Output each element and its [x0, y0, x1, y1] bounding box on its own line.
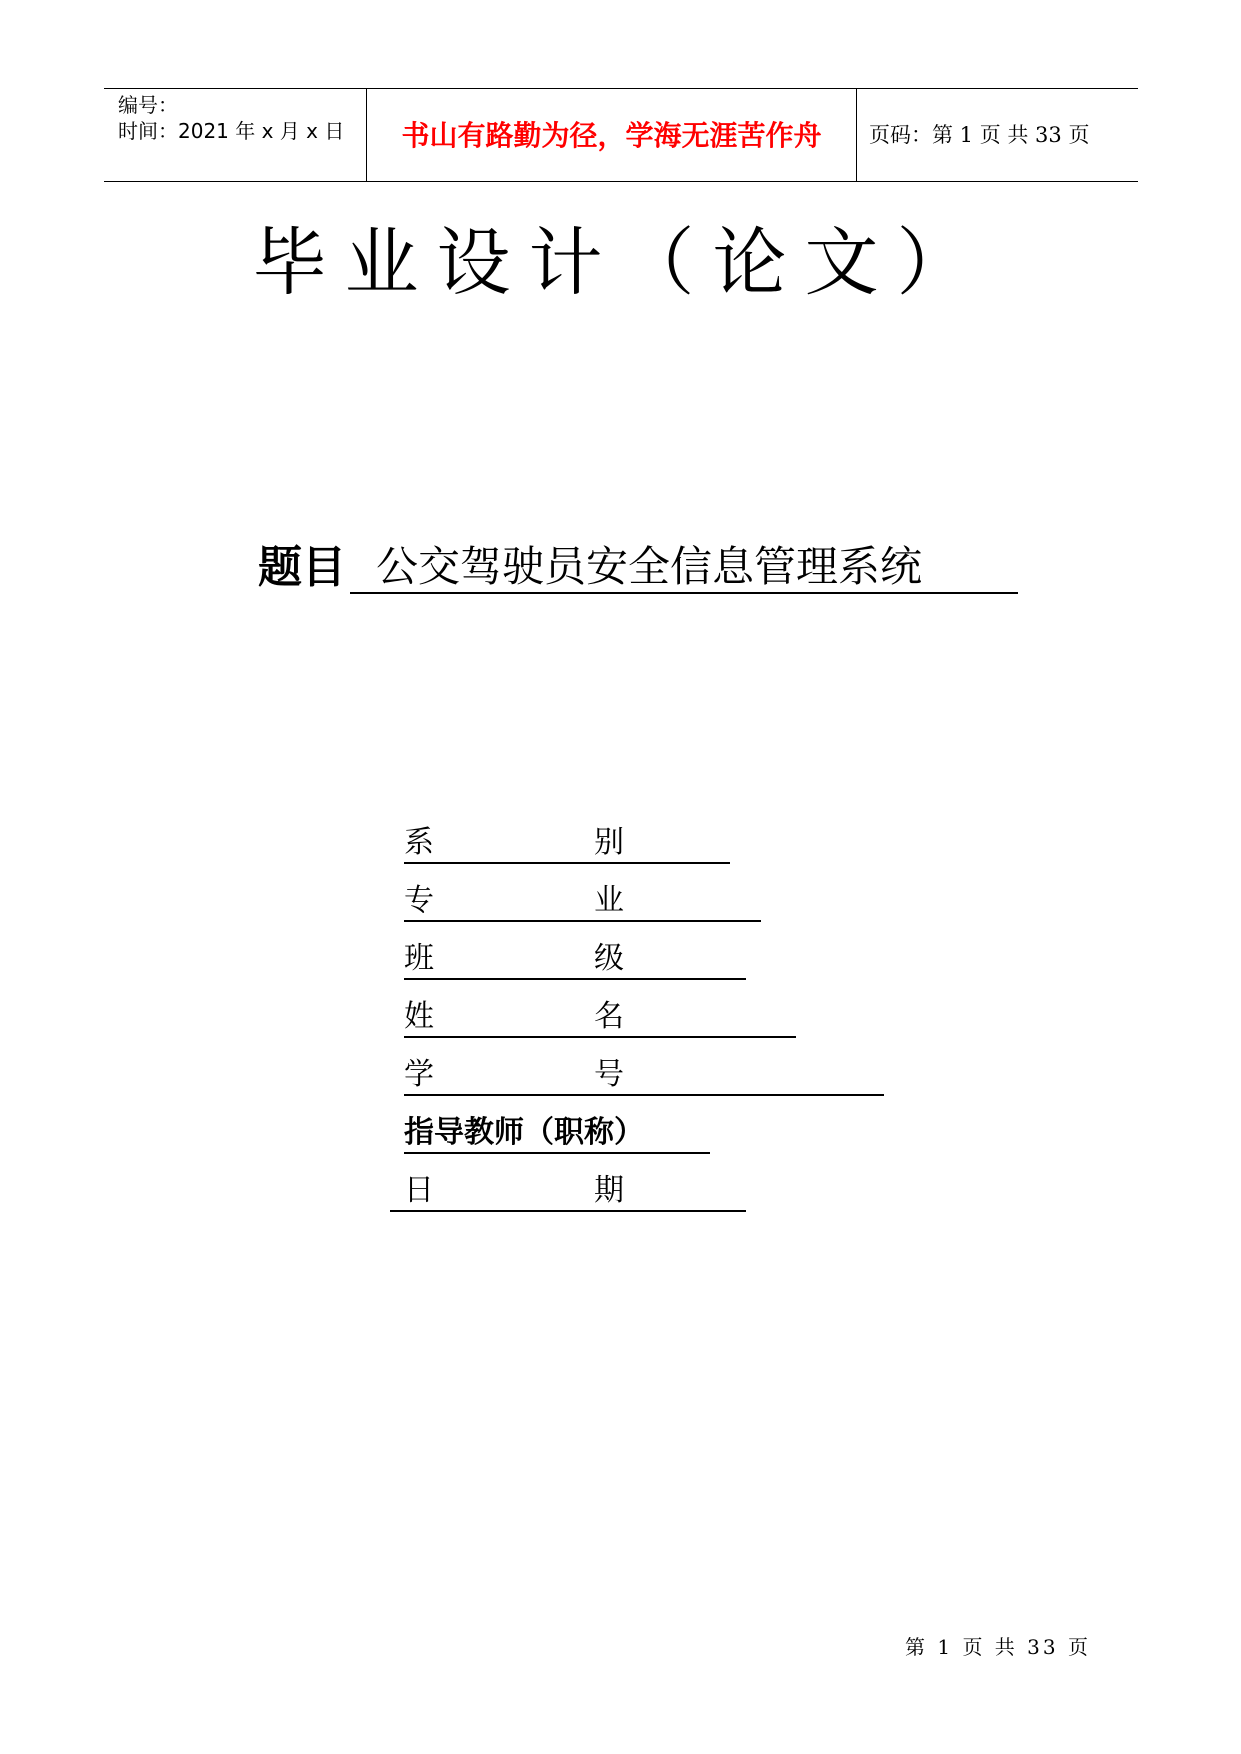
document-number-label: 编号：	[118, 93, 178, 117]
field-class	[404, 940, 746, 980]
header-page-cell	[857, 89, 1138, 181]
field-name	[404, 998, 796, 1038]
field-date-char2: 期	[594, 1173, 624, 1208]
field-name-char2: 名	[594, 999, 624, 1034]
field-student-id-char1: 学	[404, 1057, 434, 1092]
field-major-char1: 专	[404, 883, 434, 918]
footer-page-number: 第 1 页 共 33 页	[905, 1635, 1091, 1659]
field-major-char2: 业	[594, 883, 624, 918]
topic-label: 题目	[258, 542, 346, 593]
topic-value: 公交驾驶员安全信息管理系统	[350, 540, 1018, 594]
page-code-text: 页码：第 1 页 共 33 页	[869, 123, 1090, 147]
field-student-id	[404, 1056, 884, 1096]
page-title: 毕业设计（论文）	[252, 220, 989, 306]
field-class-char2: 级	[594, 941, 624, 976]
field-advisor	[404, 1114, 710, 1154]
field-department-char1: 系	[404, 825, 434, 860]
field-class-char1: 班	[404, 941, 434, 976]
header-table	[104, 88, 1138, 182]
motto-text: 书山有路勤为径，学海无涯苦作舟	[401, 119, 822, 152]
field-student-id-char2: 号	[594, 1057, 624, 1092]
field-date-char1: 日	[404, 1173, 434, 1208]
field-advisor-label: 指导教师（职称）	[404, 1115, 644, 1150]
document-time-label: 时间：2021 年 x 月 x 日	[118, 119, 345, 143]
field-name-char1: 姓	[404, 999, 434, 1034]
field-date	[390, 1172, 746, 1212]
field-department-char2: 别	[594, 825, 624, 860]
header-motto-cell	[367, 89, 857, 181]
field-major	[404, 882, 761, 922]
header-info-cell	[104, 89, 367, 181]
field-department	[404, 824, 730, 864]
